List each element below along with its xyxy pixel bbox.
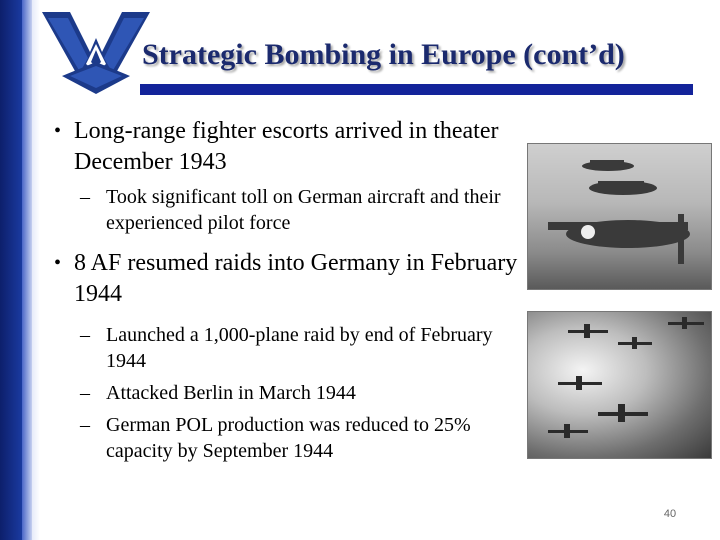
sub-bullet-text: Launched a 1,000-plane raid by end of February 1944 <box>106 324 493 372</box>
bomber-formation-photo <box>527 311 712 459</box>
sub-bullet-dash: – <box>80 324 90 346</box>
sub-bullet-dash: – <box>80 414 90 436</box>
fighter-formation-photo <box>527 143 712 290</box>
sub-bullet-text: Attacked Berlin in March 1944 <box>106 382 356 404</box>
slide-title: Strategic Bombing in Europe (cont’d) <box>142 38 625 71</box>
bullet-dot: • <box>54 120 62 142</box>
sub-bullet-item <box>48 322 518 374</box>
sub-bullet-text: Took significant toll on German aircraft and their experienced pilot force <box>106 186 501 234</box>
left-accent-fade <box>32 0 40 540</box>
sub-bullet-text: German POL production was reduced to 25% capacity by September 1944 <box>106 414 471 462</box>
left-accent-band <box>0 0 22 540</box>
sub-bullet-item <box>48 412 518 464</box>
bullet-text: 8 AF resumed raids into Germany in February 1944 <box>74 250 518 307</box>
air-force-wings-icon <box>40 6 152 98</box>
bullet-item <box>48 248 518 310</box>
bullet-dot: • <box>54 252 62 274</box>
sub-bullet-item <box>48 380 518 406</box>
sub-bullet-item <box>48 184 518 236</box>
bullet-item <box>48 116 518 178</box>
sub-bullet-dash: – <box>80 382 90 404</box>
page-number: 40 <box>663 508 677 520</box>
title-underline-bar <box>140 84 693 95</box>
slide-content <box>48 116 518 464</box>
sub-bullet-dash: – <box>80 186 90 208</box>
left-accent-gradient <box>22 0 32 540</box>
bullet-text: Long-range fighter escorts arrived in theater December 1943 <box>74 118 499 175</box>
